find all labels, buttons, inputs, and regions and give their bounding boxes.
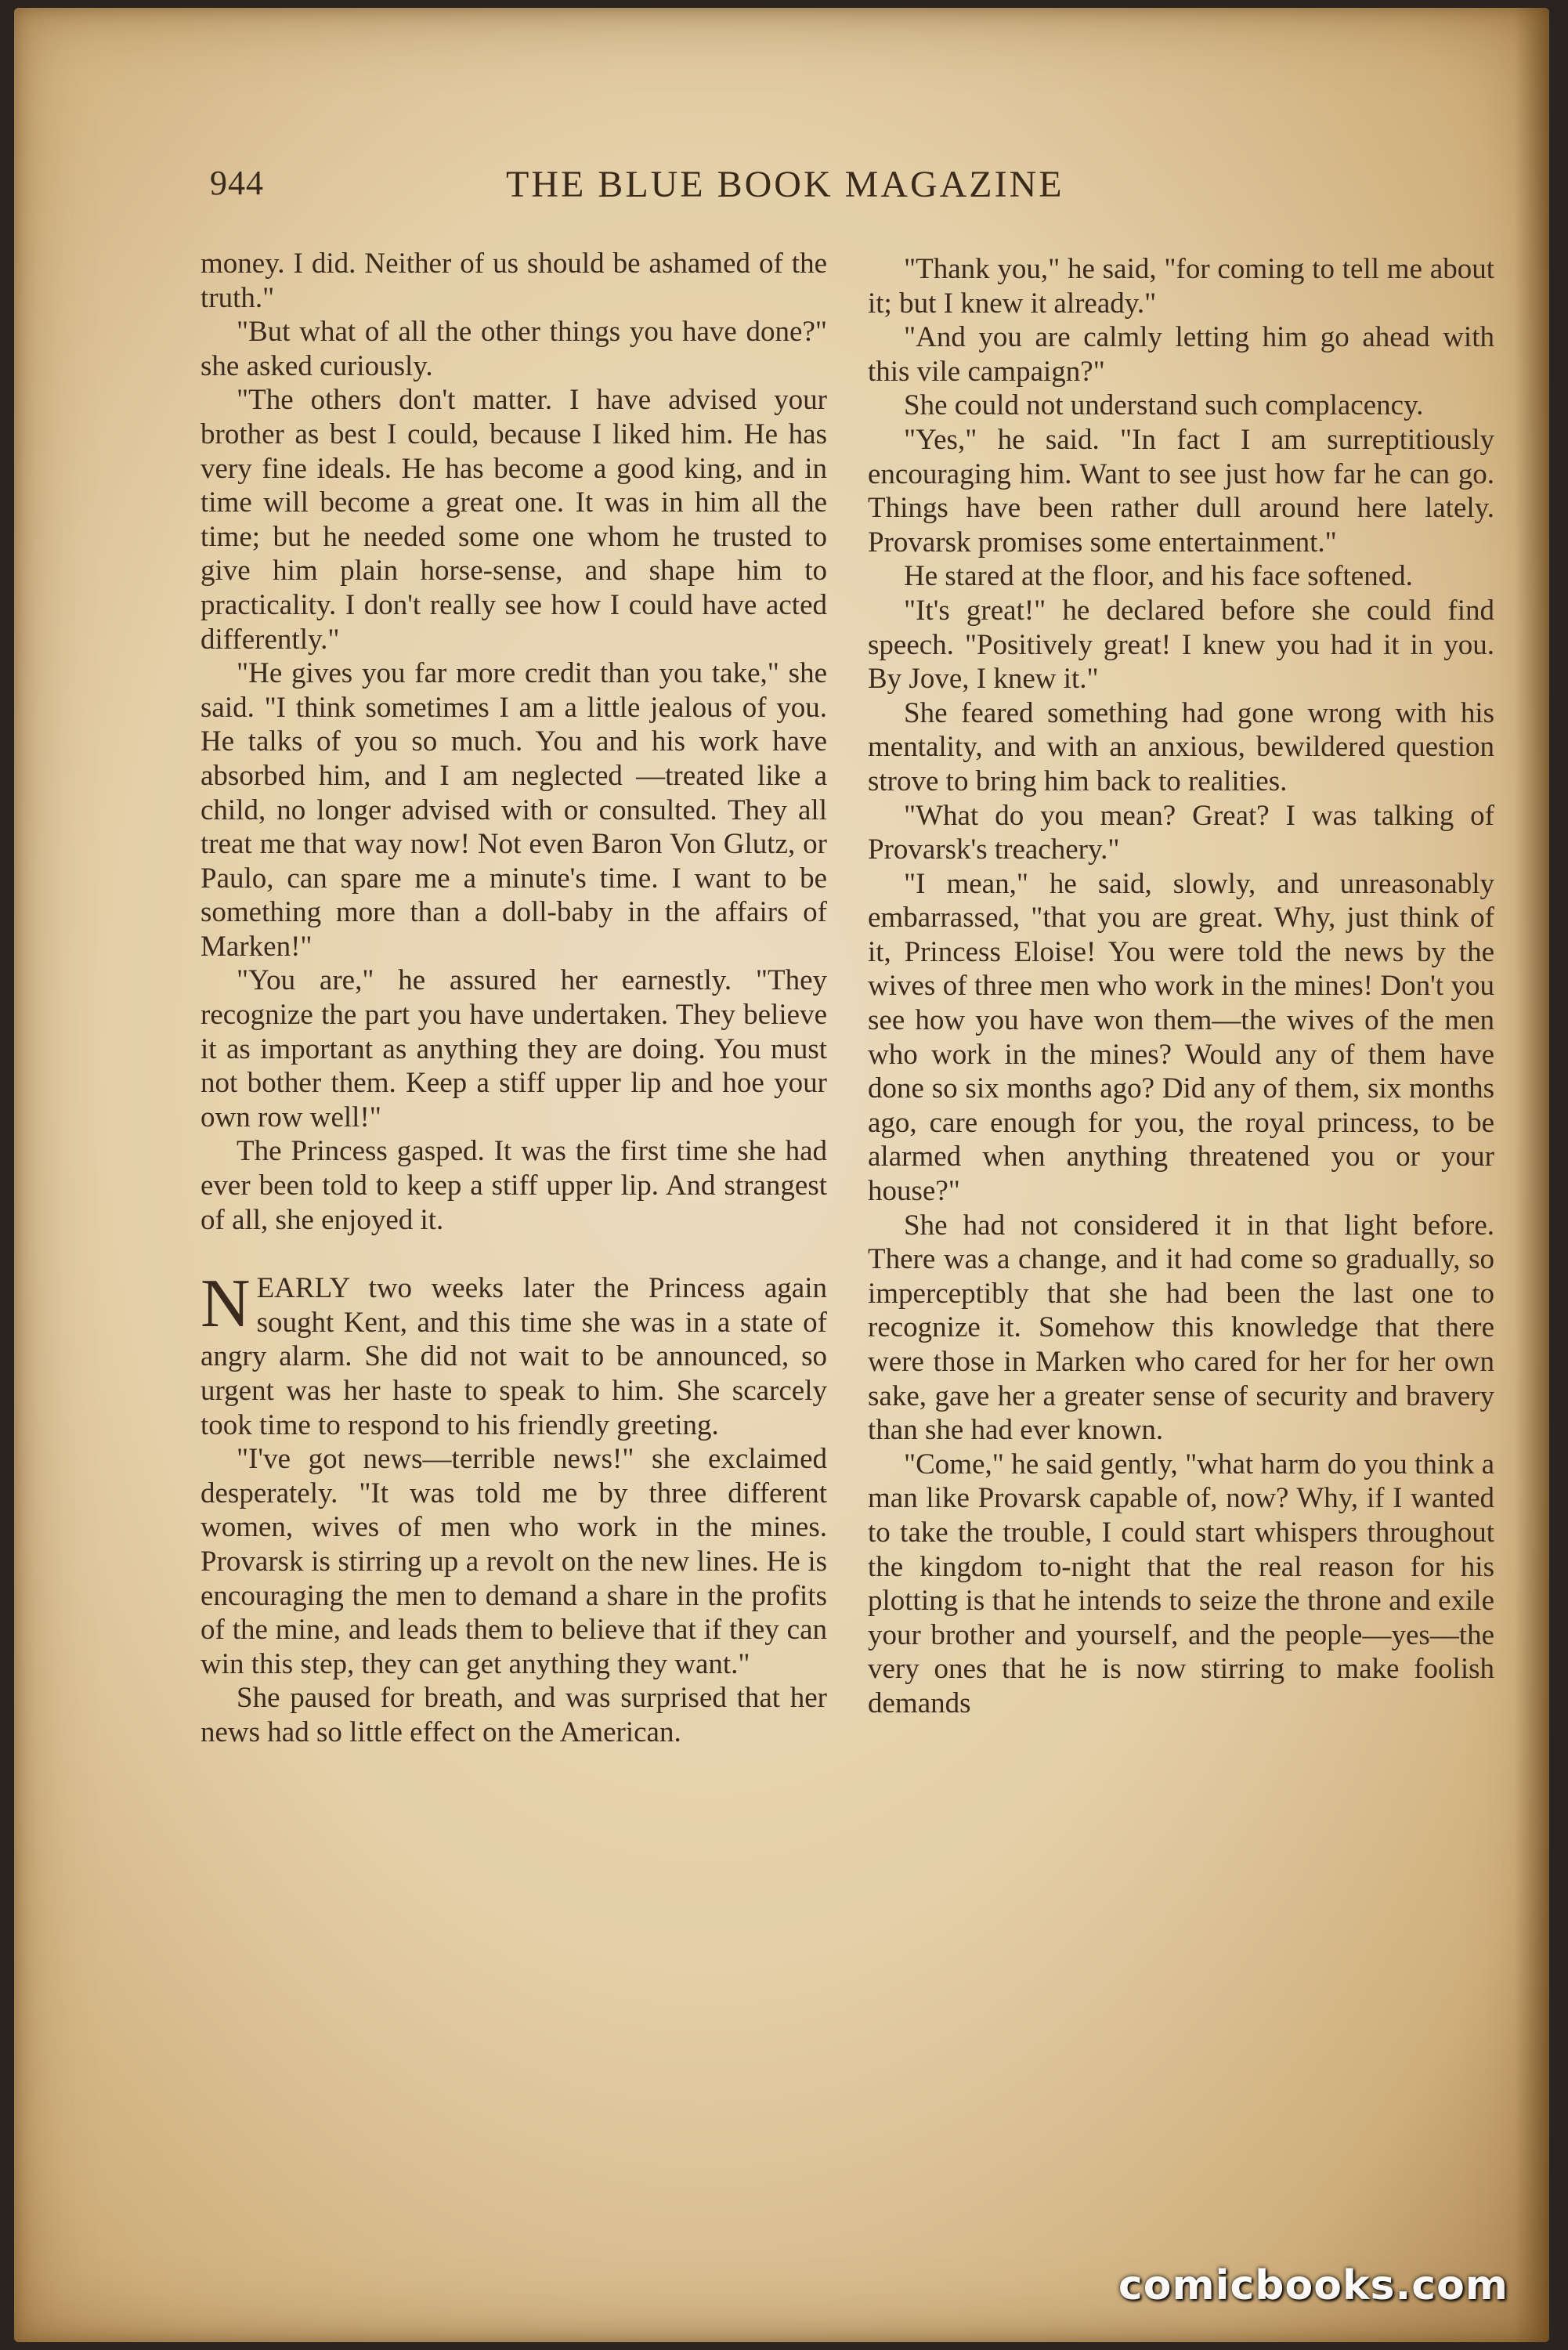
paragraph: She feared something had gone wrong with his mentality, and with an anxious, bewildered question strove to bring him back to realities. (868, 696, 1494, 797)
paragraph: She paused for breath, and was surprised that her news had so little effect on the American. (201, 1682, 827, 1748)
paragraph: "Yes," he said. "In fact I am surreptitiously encouraging him. Want to see just how far he can go. Things have been rather dull around here lately. Provarsk promises some entertainment." (868, 423, 1494, 559)
paragraph: She had not considered it in that light before. There was a change, and it had come so gradually, so imperceptibly that she had been the last one to recognize it. Somehow this knowledge that there were those in Marken who cared for her for her own sake, gave her a greater sense of security and bravery than she had ever known. (868, 1209, 1494, 1447)
paragraph: "What do you mean? Great? I was talking of Provarsk's treachery." (868, 799, 1494, 866)
paragraph: "Come," he said gently, "what harm do you think a man like Provarsk capable of, now? Why, if I wanted to take the trouble, I could start whispers throughout the kingdom to-night that the real reason for his plotting is that he intends to seize the throne and exile your brother and yourself, and the people—yes—the very ones that he is now stirring to make foolish demands (868, 1448, 1494, 1719)
paragraph: "I mean," he said, slowly, and unreasonably embarrassed, "that you are great. Why, just think of it, Princess Eloise! You were told the news by the wives of three men who work in the mines! Don't you see how you have won them—the wives of the men who work in the mines? Would any of them have done so six months ago? Did any of them, six months ago, care enough for you, the royal princess, to be alarmed when anything threatened you or your house?" (868, 867, 1494, 1208)
paragraph: The Princess gasped. It was the first time she had ever been told to keep a stiff upper lip. And strangest of all, she enjoyed it. (201, 1135, 827, 1236)
paragraph: He stared at the floor, and his face softened. (904, 560, 1413, 593)
section-opening-text: EARLY two weeks later the Princess again sought Kent, and this time she was in a state of angry alarm. She did not wait to be announced, so urgent was her haste to speak to him. She scarcely took time to respond to his friendly greeting. (201, 1272, 827, 1441)
paragraph: money. I did. Neither of us should be ashamed of the truth." (201, 248, 827, 314)
paragraph: "Thank you," he said, "for coming to tell me about it; but I knew it already." (868, 253, 1494, 320)
paragraph: "It's great!" he declared before she could find speech. "Positively great! I knew you had it in you. By Jove, I knew it." (868, 594, 1494, 696)
paragraph: "The others don't matter. I have advised your brother as best I could, because I liked him. He has very fine ideals. He has become a good king, and in time will become a great one. It was in him all the time; but he needed some one whom he trusted to give him plain horse-sense, and shape him to practicality. I don't really see how I could have acted differently." (201, 384, 827, 656)
magazine-title: THE BLUE BOOK MAGAZINE (506, 164, 1064, 205)
site-watermark: comicbooks.com (1118, 2262, 1508, 2309)
right-column (868, 252, 1494, 1721)
paragraph: "He gives you far more credit than you take," she said. "I think sometimes I am a little jealous of you. He talks of you so much. You and his work have absorbed him, and I am neglected —treated like a child, no longer advised with or consulted. They all treat me that way now! Not even Baron Von Glutz, or Paulo, can spare me a minute's time. I want to be something more than a doll-baby in the affairs of Marken!" (201, 657, 827, 963)
section-opening-paragraph (201, 1266, 827, 1442)
paragraph: She could not understand such complacency. (904, 389, 1424, 422)
page-spine-shadow (1515, 8, 1549, 2342)
left-column (201, 247, 827, 1750)
paragraph: "You are," he assured her earnestly. "They recognize the part you have undertaken. They believe it as important as anything they are doing. You must not bother them. Keep a stiff upper lip and hoe your own row well!" (201, 964, 827, 1133)
page-header (210, 163, 1220, 218)
paragraph: "And you are calmly letting him go ahead with this vile campaign?" (868, 321, 1494, 388)
paragraph: "But what of all the other things you have done?" she asked curiously. (201, 316, 827, 382)
paragraph: "I've got news—terrible news!" she exclaimed desperately. "It was told me by three different women, wives of men who work in the mines. Provarsk is stirring up a revolt on the new lines. He is encouraging the men to demand a share in the profits of the mine, and leads them to believe that if they can win this step, they can get anything they want." (201, 1443, 827, 1680)
page-number: 944 (210, 164, 264, 202)
drop-cap: N (201, 1266, 251, 1343)
magazine-page (14, 8, 1549, 2342)
